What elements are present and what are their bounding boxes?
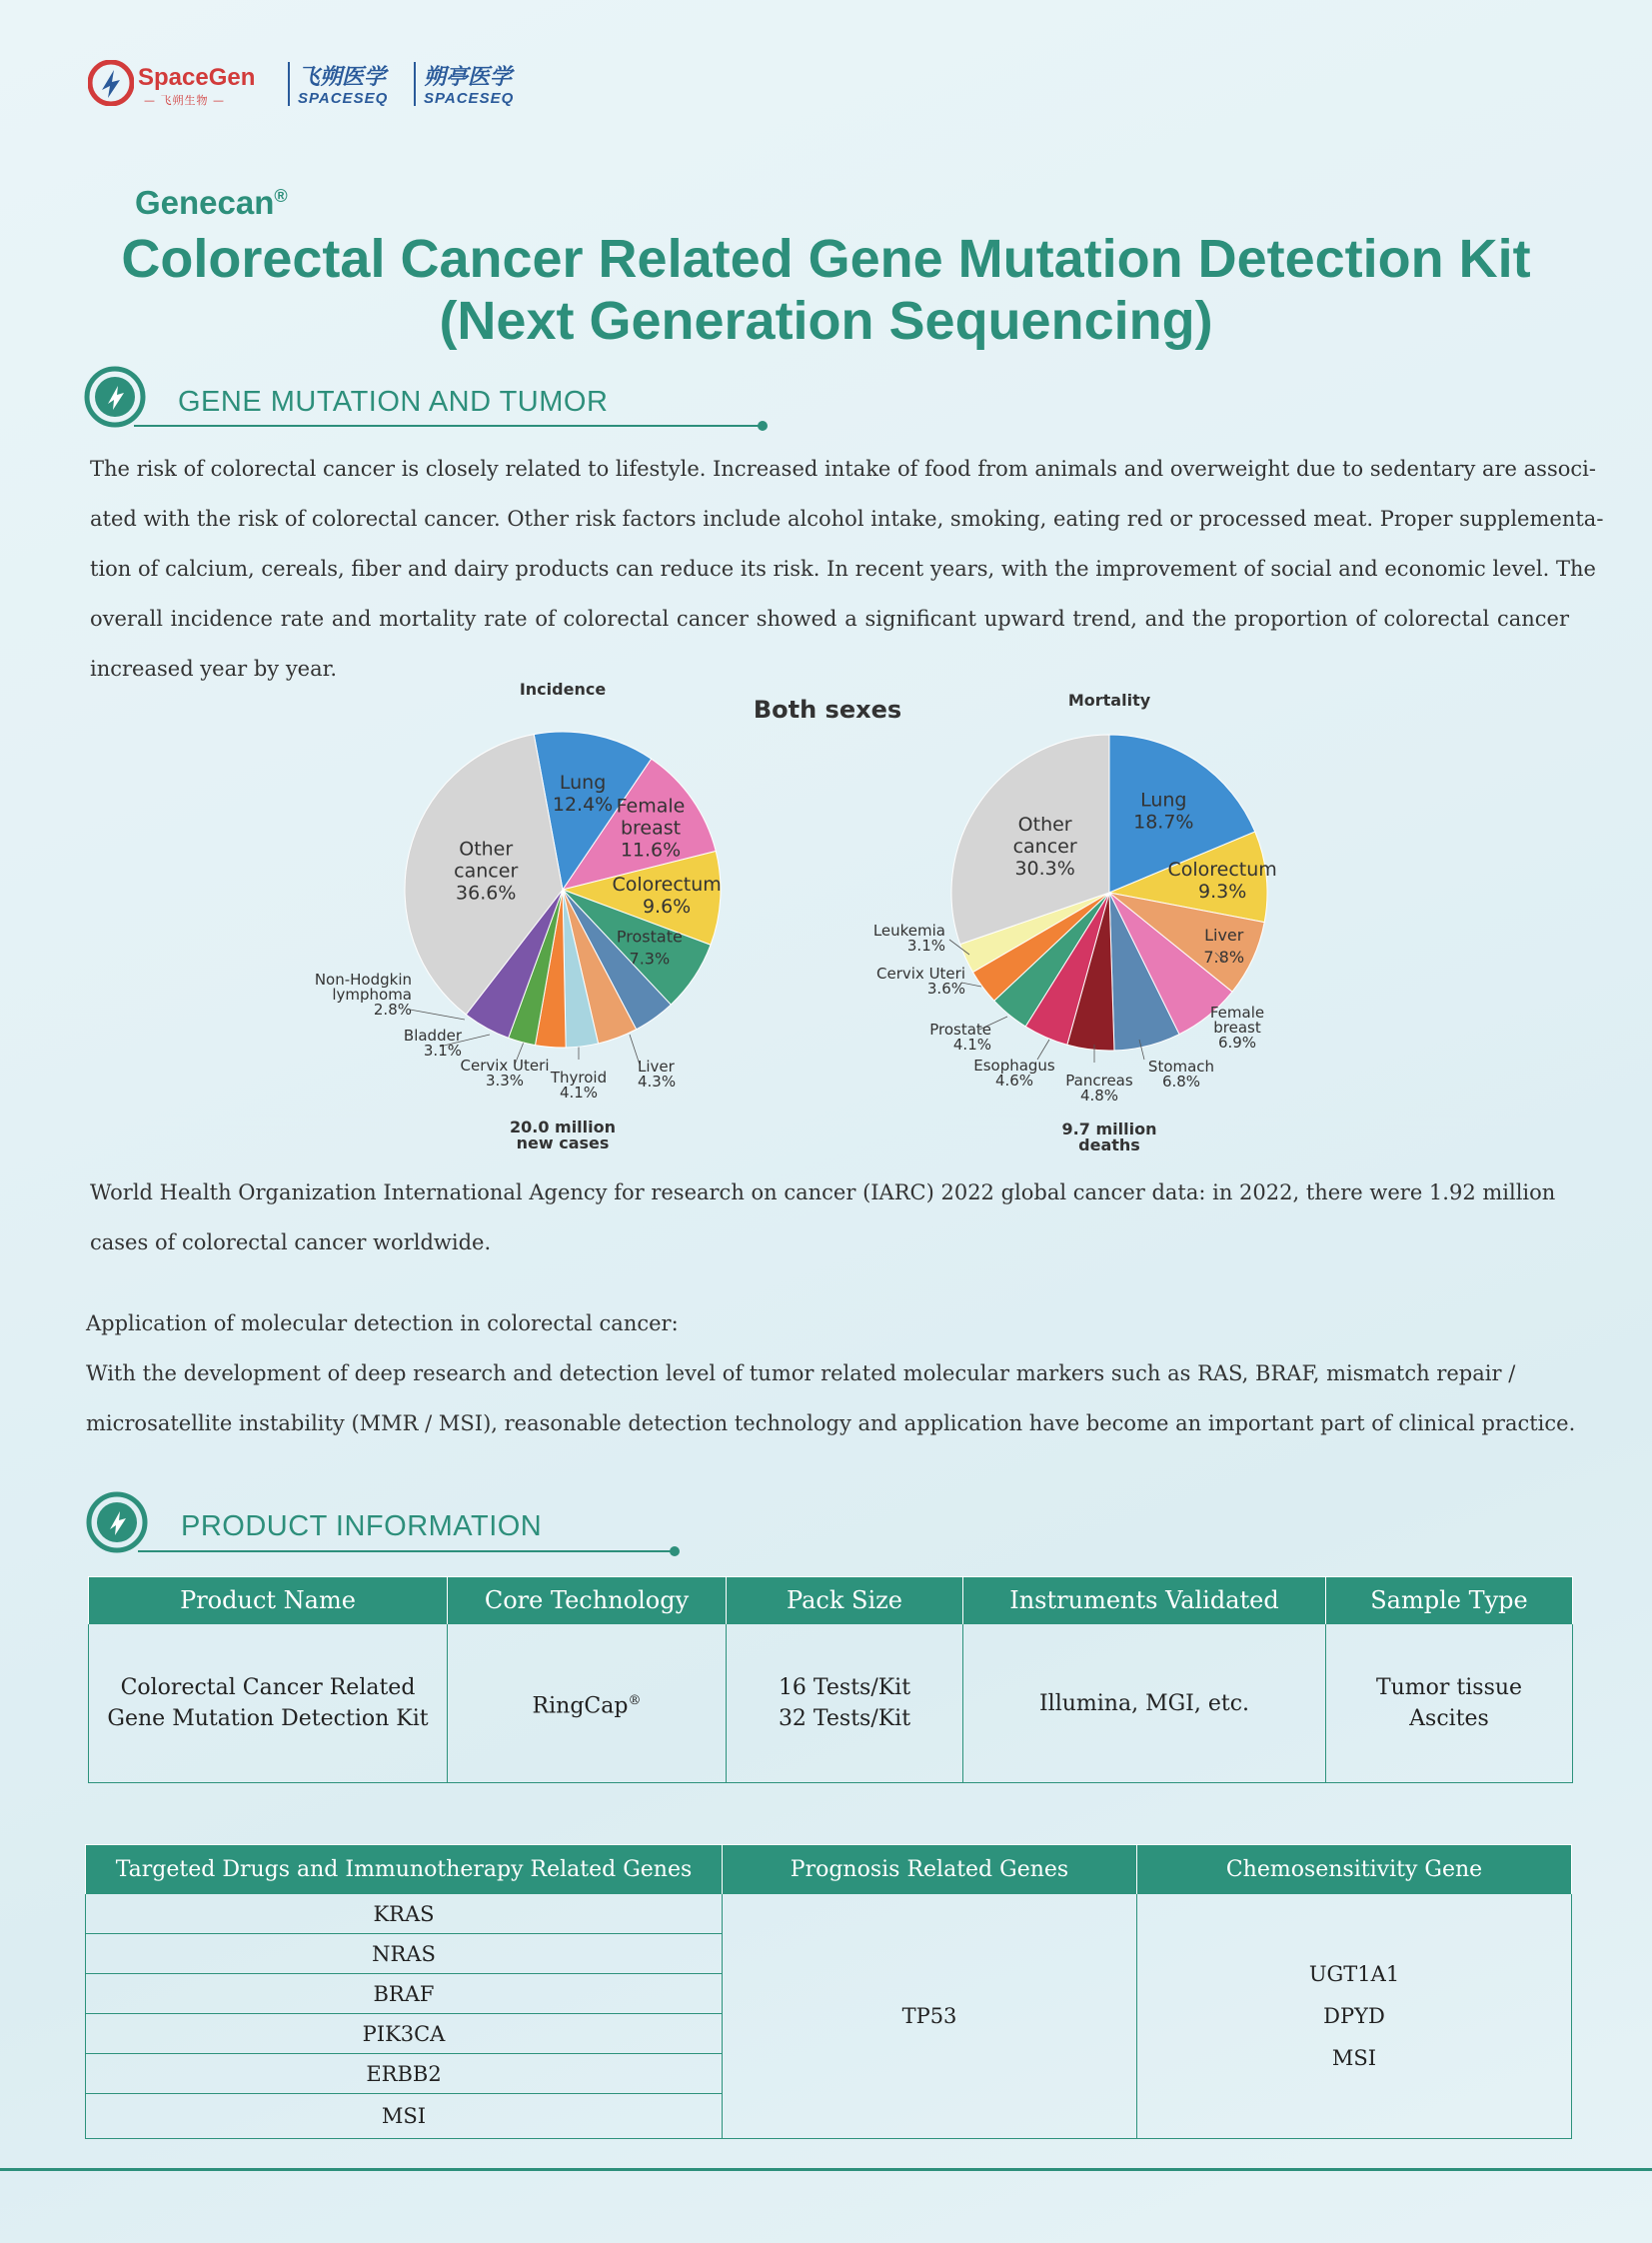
col-header-product-name: Product Name	[89, 1577, 448, 1624]
gene-text: DPYD	[1323, 2004, 1385, 2028]
iarc-paragraph	[90, 1167, 1555, 1267]
logo-brand3-cn: 朔亭医学	[424, 65, 513, 90]
intro-line: ated with the risk of colorectal cancer. Other risk factors include alcohol intake, smoking, eating red or processed meat. Proper supplementa-	[90, 507, 1604, 531]
iarc-line: World Health Organization International Agency for research on cancer (IARC) 2022 global cancer data: in 2022, there were 1.92 million	[90, 1180, 1556, 1204]
cell-text: Colorectal Cancer Related	[120, 1675, 416, 1700]
gene-cell: ERBB2	[86, 2054, 723, 2094]
pie-title: Incidence	[519, 680, 607, 699]
logo-divider	[288, 62, 290, 106]
application-line: With the development of deep research and detection level of tumor related molecular markers such as RAS, BRAF, mismatch repair /	[86, 1361, 1516, 1385]
cell-product-name	[89, 1624, 448, 1783]
brand-name: Genecan®	[135, 184, 288, 221]
cell-core-technology	[448, 1624, 727, 1783]
chemo-gene-cell	[1137, 1894, 1572, 2139]
col-header-prognosis-genes: Prognosis Related Genes	[723, 1845, 1137, 1894]
cell-text: Gene Mutation Detection Kit	[107, 1706, 429, 1731]
pie-label-prostate: Prostate 7.3%	[616, 927, 683, 969]
pie-label-bladder: Bladder 3.1%	[403, 1027, 462, 1060]
pie-label-cervix-uteri: Cervix Uteri 3.6%	[876, 965, 965, 998]
pie-label-stomach: Stomach 6.8%	[1147, 1058, 1215, 1091]
section-underline	[138, 1550, 673, 1552]
pie-label-other-cancer: Other cancer 30.3%	[1012, 814, 1077, 881]
col-header-sample-type: Sample Type	[1326, 1577, 1573, 1624]
pie-label-female-breast: Female breast 6.9%	[1209, 1004, 1265, 1052]
intro-paragraph	[90, 444, 1604, 694]
section-dna-icon	[86, 1491, 148, 1553]
gene-text: UGT1A1	[1308, 1962, 1400, 1986]
logo-brand2-cn: 飞朔医学	[298, 65, 387, 90]
section-dna-icon	[84, 366, 146, 428]
pie-label-female-breast: Female breast 11.6%	[616, 795, 686, 862]
pie-label-lung: Lung 18.7%	[1133, 789, 1194, 834]
pie-label-liver: Liver 4.3%	[638, 1058, 677, 1091]
pie-label-leukemia: Leukemia 3.1%	[872, 922, 945, 955]
page-subtitle: (Next Generation Sequencing)	[439, 291, 1213, 351]
application-heading: Application of molecular detection in colorectal cancer:	[86, 1311, 679, 1335]
iarc-line: cases of colorectal cancer worldwide.	[90, 1230, 492, 1254]
pie-label-non-hodgkin-lymphoma: Non-Hodgkin lymphoma 2.8%	[314, 971, 412, 1019]
cell-text: Tumor tissue	[1375, 1675, 1523, 1700]
logo-spacegen-cn: — 飞朔生物 —	[144, 94, 225, 107]
pie-title: Mortality	[1067, 691, 1151, 710]
gene-cell: NRAS	[86, 1934, 723, 1974]
cell-text: Ascites	[1409, 1706, 1489, 1731]
registered-mark: ®	[628, 1692, 642, 1708]
pie-label-prostate: Prostate 4.1%	[929, 1021, 991, 1054]
cell-text: 32 Tests/Kit	[778, 1706, 911, 1731]
company-logo	[88, 58, 528, 113]
table-header-row	[89, 1577, 1573, 1624]
logo-brand3-en: SPACESEQ	[424, 90, 515, 107]
gene-text: MSI	[1331, 2046, 1377, 2070]
page-title: Colorectal Cancer Related Gene Mutation Detection Kit	[121, 229, 1531, 289]
application-paragraph	[86, 1298, 1575, 1448]
pie-total-label: 9.7 million deaths	[1061, 1120, 1157, 1154]
cell-sample-type	[1326, 1624, 1573, 1783]
gene-cell: BRAF	[86, 1974, 723, 2014]
pie-label-liver: Liver 7.8%	[1203, 926, 1245, 968]
pie-label-other-cancer: Other cancer 36.6%	[454, 838, 519, 905]
pie-label-thyroid: Thyroid 4.1%	[550, 1069, 608, 1102]
table-row	[89, 1624, 1573, 1783]
cell-instruments: Illumina, MGI, etc.	[963, 1624, 1326, 1783]
cancer-pie-charts	[290, 665, 1309, 1164]
cell-pack-size	[727, 1624, 963, 1783]
gene-cell: KRAS	[86, 1894, 723, 1934]
intro-line: overall incidence rate and mortality rate of colorectal cancer showed a significant upward trend, and the proportion of colorectal cancer	[90, 607, 1569, 631]
footer-rule	[0, 2168, 1652, 2171]
pie-total-label: 20.0 million new cases	[509, 1118, 617, 1152]
col-header-chemosensitivity-gene: Chemosensitivity Gene	[1137, 1845, 1572, 1894]
spacegen-logo-icon	[88, 60, 134, 106]
col-header-core-technology: Core Technology	[448, 1577, 727, 1624]
section-underline-dot	[758, 421, 768, 431]
col-header-instruments: Instruments Validated	[963, 1577, 1326, 1624]
intro-line: increased year by year.	[90, 657, 338, 681]
cell-text: 16 Tests/Kit	[778, 1675, 911, 1700]
gene-cell: MSI	[86, 2094, 723, 2139]
section-title-gene-mutation: GENE MUTATION AND TUMOR	[178, 386, 609, 418]
pie-label-esophagus: Esophagus 4.6%	[973, 1057, 1055, 1090]
table-row	[86, 1894, 1572, 1934]
cell-text: RingCap	[532, 1693, 629, 1719]
section-title-product-info: PRODUCT INFORMATION	[181, 1510, 543, 1542]
incidence-pie-chart	[315, 680, 722, 1152]
product-info-table	[88, 1576, 1573, 1783]
section-underline-dot	[670, 1546, 680, 1556]
logo-spacegen-text: SpaceGen	[138, 64, 256, 91]
pie-leader-line	[410, 1010, 465, 1020]
table-header-row	[86, 1845, 1572, 1894]
pie-label-colorectum: Colorectum 9.3%	[1167, 859, 1277, 904]
col-header-pack-size: Pack Size	[727, 1577, 963, 1624]
mortality-pie-chart	[873, 691, 1277, 1154]
pie-label-lung: Lung 12.4%	[552, 772, 614, 817]
logo-brand2-en: SPACESEQ	[298, 90, 389, 107]
logo-divider	[414, 62, 416, 106]
section-underline	[134, 425, 764, 427]
pie-label-cervix-uteri: Cervix Uteri 3.3%	[460, 1057, 550, 1090]
chart-subtitle: Both sexes	[753, 696, 902, 724]
intro-line: The risk of colorectal cancer is closely related to lifestyle. Increased intake of food from animals and overweight due to sedentary are associ-	[90, 457, 1596, 481]
pie-label-pancreas: Pancreas 4.8%	[1065, 1072, 1133, 1105]
gene-panel-table	[85, 1844, 1572, 2139]
application-line: microsatellite instability (MMR / MSI), reasonable detection technology and application have become an important part of clinical practice.	[86, 1411, 1576, 1435]
intro-line: tion of calcium, cereals, fiber and dairy products can reduce its risk. In recent years, with the improvement of social and economic level. The	[90, 557, 1596, 581]
prognosis-gene-cell: TP53	[723, 1894, 1137, 2139]
pie-label-colorectum: Colorectum 9.6%	[612, 873, 722, 918]
col-header-targeted-genes: Targeted Drugs and Immunotherapy Related Genes	[86, 1845, 723, 1894]
gene-cell: PIK3CA	[86, 2014, 723, 2054]
